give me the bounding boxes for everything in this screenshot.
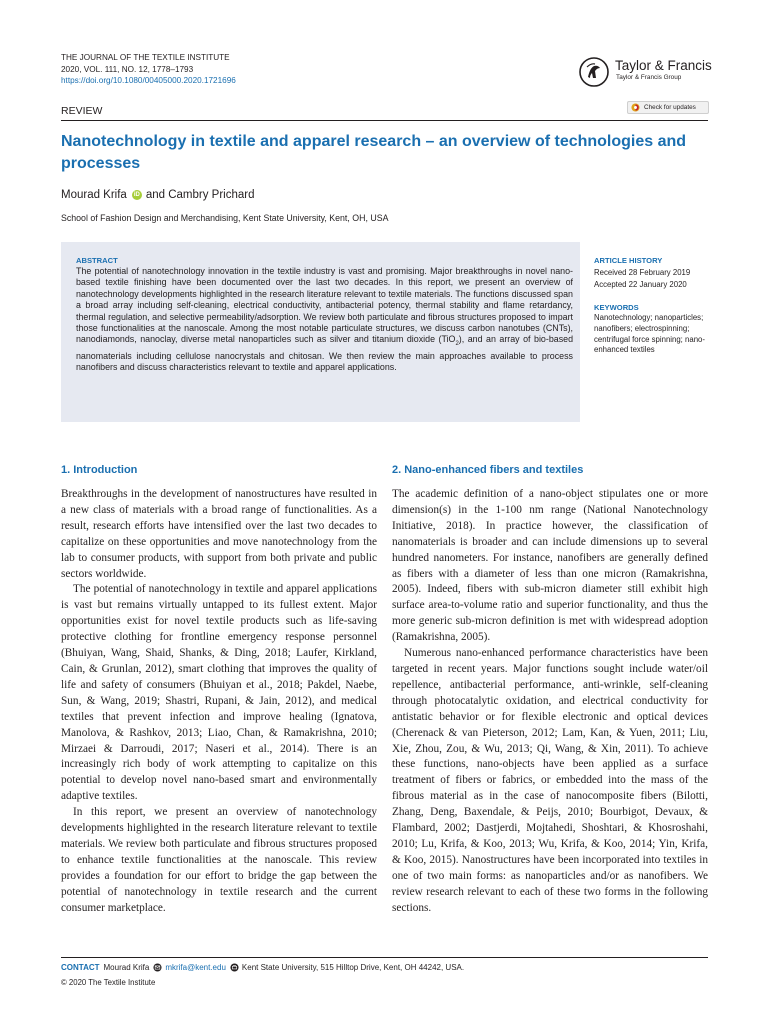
copyright: © 2020 The Textile Institute <box>61 978 156 987</box>
update-badge-icon <box>631 103 640 112</box>
abstract-text-part-2: ), and an array of bio-based nanomaterials including cellulose nanocrystals and chitosan. We then review the main approaches available to process nanofibers and discuss characteristics relevant to textile and apparel applications. <box>76 334 574 373</box>
abstract-heading: ABSTRACT <box>76 256 118 265</box>
abstract-text <box>76 266 573 373</box>
publisher-group: Taylor & Francis Group <box>616 74 682 81</box>
orcid-icon[interactable]: iD <box>133 192 140 198</box>
header-divider <box>61 120 708 121</box>
author-name[interactable]: Mourad Krifa <box>61 189 127 201</box>
taylor-francis-icon <box>578 56 610 88</box>
contact-label: CONTACT <box>61 963 100 972</box>
author-line <box>61 189 255 201</box>
contact-line <box>61 963 464 972</box>
contact-email[interactable]: mkrifa@kent.edu <box>165 963 226 972</box>
paragraph: In this report, we present an overview of nanotechnology developments highlighted in the research literature relevant to textile materials. We review both particulate and fibrous structures proposed to enhance textile functionalities at the nanoscale. This review provides a foundation for our effort to bridge the gap between the potential of nanotechnology in textile research and the current consumer marketplace. <box>61 806 377 914</box>
contact-address: Kent State University, 515 Hilltop Drive, Kent, OH 44242, USA. <box>241 963 465 972</box>
paragraph: The academic definition of a nano-object stipulates one or more dimension(s) in the 1-100 nm range (National Nanotechnology Initiative, 2018). In practice however, the classification of nanomaterials is broader and can include dimensions up to several hundred nanometers. For instance, nanofibers are generally defined as fibers with a diameter of less than one micron (Ramakrishna, 2005). Indeed, fibers with sub-micron diameter still exhibit high surface area-to-volume ratio and superior functionality, and thus the more generic sub-micron definition is met with widespread adoption (Ramakrishna, 2005). <box>392 488 708 644</box>
article-history-heading: ARTICLE HISTORY <box>594 256 663 265</box>
journal-name: THE JOURNAL OF THE TEXTILE INSTITUTE <box>61 53 230 62</box>
doi-link[interactable]: https://doi.org/10.1080/00405000.2020.1721696 <box>61 76 236 85</box>
email-icon <box>153 963 162 972</box>
article-title: Nanotechnology in textile and apparel research – an overview of technologies and processes <box>61 133 687 172</box>
abstract-text-part-1: The potential of nanotechnology innovation in the textile industry is vast and promising. Major breakthroughs in novel nano-based textile finishing have been documented over the last two decades. In this report, we present an overview of nanotechnology developments highlighted in the research literature relevant to textile materials. The functions discussed span a broad array including self-cleaning, electrical conductivity, antibacterial potency, thermal stability and flame retardancy, thermal regulation, and selective permeability/adsorption. We review both particulate and fibrous structures proposed to impart those functionalities at the nanoscale. Among the most notable particulate structures, we discuss carbon nanotubes (CNTs), nanodiamonds, nanoclay, diverse metal nanoparticles such as silver and titanium dioxide (TiO <box>76 266 573 345</box>
section-2-body <box>392 487 708 916</box>
check-updates-button[interactable] <box>627 101 709 114</box>
paragraph: Breakthroughs in the development of nanostructures have resulted in a new class of materials with a broad range of functionalities. As a result, research efforts have intensified over the last two decades to capitalize on these opportunities and move nanotechnology from the lab to consumer products, with support from both private and public sectors worldwide. <box>61 488 377 580</box>
received-date: Received 28 February 2019 <box>594 268 691 277</box>
journal-header <box>61 52 236 87</box>
keywords-list: Nanotechnology; nanoparticles; nanofibers; electrospinning; centrifugal force spinning; nano-enhanced textiles <box>594 313 705 355</box>
section-1-body <box>61 487 377 916</box>
volume-info: 2020, VOL. 111, NO. 12, 1778–1793 <box>61 64 194 74</box>
section-2-heading: 2. Nano-enhanced fibers and textiles <box>392 464 584 476</box>
author-name-2[interactable]: and Cambry Prichard <box>145 189 255 201</box>
section-1-heading: 1. Introduction <box>61 464 138 476</box>
publisher-logo[interactable] <box>578 56 713 90</box>
contact-name: Mourad Krifa <box>103 963 150 972</box>
accepted-date: Accepted 22 January 2020 <box>594 280 687 289</box>
keywords-heading: KEYWORDS <box>594 303 639 312</box>
check-updates-label: Check for updates <box>644 104 696 111</box>
footer-divider <box>61 957 708 958</box>
affiliation: School of Fashion Design and Merchandising, Kent State University, Kent, OH, USA <box>61 213 389 223</box>
paragraph: The potential of nanotechnology in textile and apparel applications is vast but remains virtually untapped to its fullest extent. Major opportunities exist for novel textile products such as life-saving protective clothing for frontline emergency response personnel (Bhuiyan, Wang, Shaid, Shanks, & Ding, 2018; Laufer, Kirkland, Cain, & Grunlan, 2012), smart clothing that improves the quality of life and safety of consumers (Bhuiyan et al., 2018; Pakdel, Naebe, Sun, & Wang, 2019; Shastri, Rupani, & Jain, 2012), and medical textiles that prevent infection and improve healing (Ignatova, Manolova, & Rashkov, 2013; Liao, Chan, & Ramakrishna, 2010; Mirzaei & Darroudi, 2017; Naseri et al., 2014). There is an increasingly rich body of work attempting to capitalize on this potential to develop novel nano-based smart and environmentally adaptive textiles. <box>61 583 377 803</box>
address-icon <box>230 963 239 972</box>
abstract-subscript: 2 <box>455 341 459 348</box>
paragraph: Numerous nano-enhanced performance characteristics have been targeted in recent years. Major functions sought include water/oil repellence, antibacterial performance, anti-wrinkle, self-cleaning through photocatalytic oxidation, and electrical conductivity for antistatic behavior or for flexible electronic and optical devices (Cherenack & van Pieterson, 2012; Lam, Kan, & Yuen, 2011; Liu, Xie, Zhou, Zou, & Wu, 2013; Qi, Wang, & Xin, 2011). To achieve these functions, nano-objects have been applied as a surface treatment of fibers or fabrics, or embedded into the mass of the fibrous material as in the case of nanocomposite fibers (Bilotti, Zhang, Deng, Baxendale, & Peijs, 2010; Bourbigot, Devaux, & Flambard, 2002; Dastjerdi, Mojtahedi, Shoshtari, & Khosroshahi, 2010; Lu, Krifa, & Koo, 2013; Wu, Krifa, & Koo, 2014; Yin, Krifa, & Koo, 2015). Nanostructures have been incorporated into textiles in one of two main forms: as nanoparticles and/or as nanofibers. We review research relevant to each of these two forms in the following sections. <box>392 647 708 914</box>
article-type: REVIEW <box>61 105 103 117</box>
publisher-name: Taylor & Francis <box>615 58 712 73</box>
